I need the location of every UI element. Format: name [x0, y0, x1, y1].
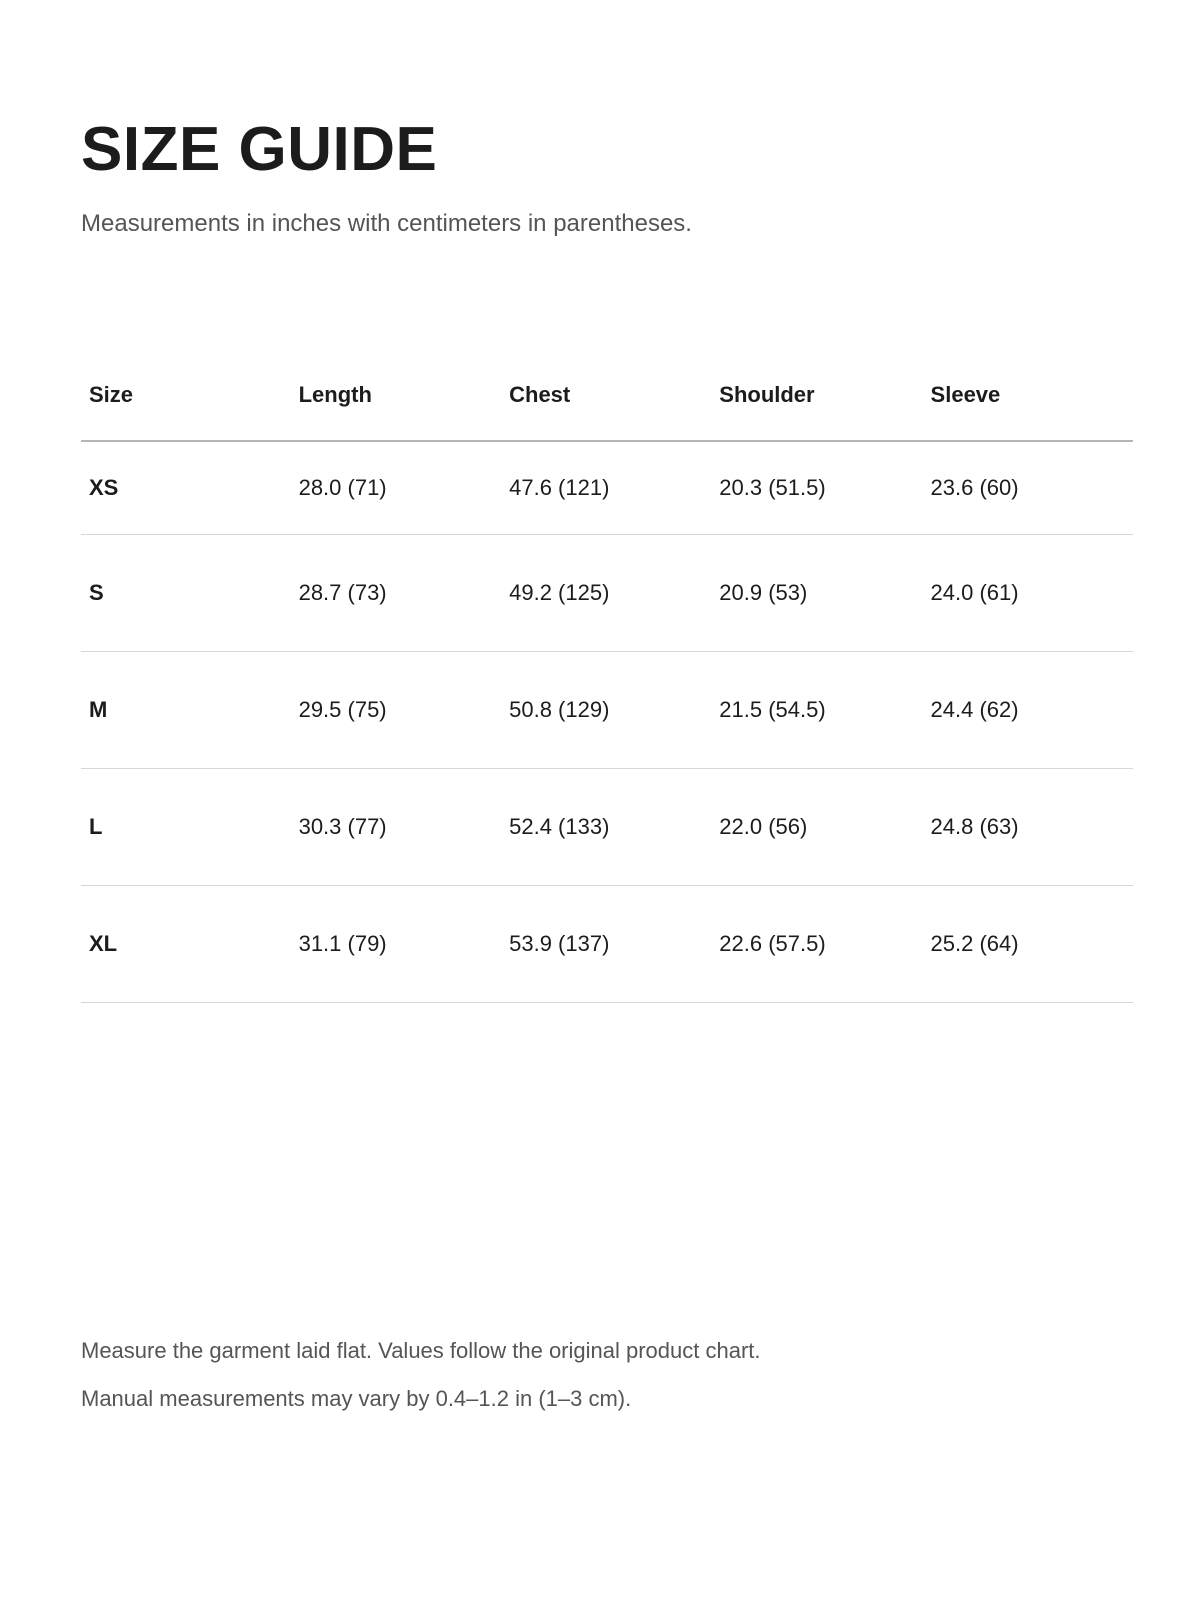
- size-cell: XS: [81, 441, 291, 535]
- column-header-chest: Chest: [501, 350, 711, 441]
- size-cell: XL: [81, 886, 291, 1003]
- sleeve-cell: 23.6 (60): [923, 441, 1133, 535]
- column-header-shoulder: Shoulder: [711, 350, 922, 441]
- sleeve-cell: 25.2 (64): [923, 886, 1133, 1003]
- size-guide-page: [81, 0, 1133, 1600]
- length-cell: 29.5 (75): [291, 652, 502, 769]
- chest-cell: 47.6 (121): [501, 441, 711, 535]
- note-variance: Manual measurements may vary by 0.4–1.2 in (1–3 cm).: [81, 1386, 632, 1412]
- length-cell: 28.0 (71): [291, 441, 502, 535]
- size-cell: M: [81, 652, 291, 769]
- note-measure-flat: Measure the garment laid flat. Values follow the original product chart.: [81, 1338, 761, 1363]
- column-header-sleeve: Sleeve: [923, 350, 1133, 441]
- chest-cell: 53.9 (137): [501, 886, 711, 1003]
- table-row: [81, 886, 1133, 1003]
- table-row: [81, 769, 1133, 886]
- chest-cell: 50.8 (129): [501, 652, 711, 769]
- shoulder-cell: 22.6 (57.5): [711, 886, 922, 1003]
- length-cell: 31.1 (79): [291, 886, 502, 1003]
- sleeve-cell: 24.0 (61): [923, 535, 1133, 652]
- chest-cell: 49.2 (125): [501, 535, 711, 652]
- table-row: [81, 535, 1133, 652]
- sleeve-cell: 24.8 (63): [923, 769, 1133, 886]
- shoulder-cell: 20.3 (51.5): [711, 441, 922, 535]
- shoulder-cell: 20.9 (53): [711, 535, 922, 652]
- column-header-length: Length: [291, 350, 502, 441]
- size-table: [81, 350, 1133, 1003]
- table-row: [81, 652, 1133, 769]
- size-cell: L: [81, 769, 291, 886]
- footer-notes: [81, 1338, 761, 1435]
- page-subtitle: Measurements in inches with centimeters in parentheses.: [81, 210, 692, 237]
- shoulder-cell: 22.0 (56): [711, 769, 922, 886]
- table-row: [81, 441, 1133, 535]
- sleeve-cell: 24.4 (62): [923, 652, 1133, 769]
- length-cell: 28.7 (73): [291, 535, 502, 652]
- size-cell: S: [81, 535, 291, 652]
- column-header-size: Size: [81, 350, 291, 441]
- table-header-row: [81, 350, 1133, 441]
- page-title: SIZE GUIDE: [81, 115, 438, 184]
- chest-cell: 52.4 (133): [501, 769, 711, 886]
- shoulder-cell: 21.5 (54.5): [711, 652, 922, 769]
- length-cell: 30.3 (77): [291, 769, 502, 886]
